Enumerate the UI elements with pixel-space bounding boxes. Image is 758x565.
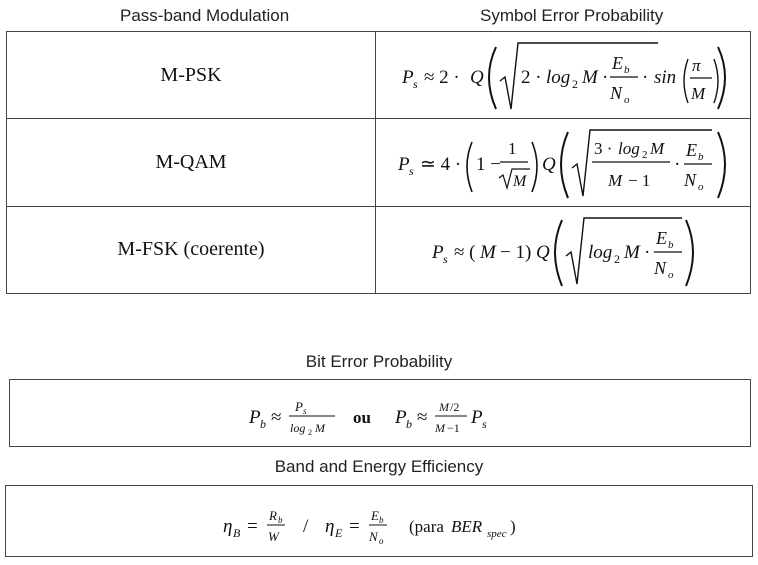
svg-text:E: E [371,508,379,523]
svg-text:log: log [617,139,640,159]
svg-text:Q: Q [470,67,484,89]
svg-text:N: N [654,257,667,278]
formula-mqam-graphic [396,122,731,202]
svg-text:o: o [668,268,674,281]
svg-text:− 1): − 1) [500,241,532,263]
svg-text:N: N [610,83,623,104]
modulation-name: M-PSK [7,32,376,119]
table-row [7,32,751,119]
svg-text:B: B [233,526,241,540]
formula-mpsk-graphic [398,35,728,115]
svg-text:≈: ≈ [271,407,282,428]
svg-text:log: log [290,421,306,435]
svg-text:b: b [697,151,703,164]
modulation-table [6,31,751,294]
svg-text:P: P [295,399,303,414]
svg-text:(para: (para [409,517,444,536]
svg-text:BER: BER [451,517,483,536]
svg-text:P: P [249,407,261,428]
table-row [7,119,751,206]
svg-text:2 ·: 2 · [521,67,542,89]
formula-mfsk-graphic [428,210,698,290]
svg-text:b: b [406,417,412,431]
svg-text:s: s [443,251,448,266]
svg-text:M: M [315,421,325,435]
svg-text:b: b [668,238,674,251]
svg-text:≈ (: ≈ ( [454,241,476,263]
svg-text:·: · [673,154,680,176]
svg-text:o: o [697,181,703,194]
svg-text:M: M [624,241,640,263]
svg-text:≈: ≈ [417,407,428,428]
modulation-name: M-QAM [7,119,376,206]
svg-text:M: M [512,173,526,191]
svg-text:E: E [685,140,697,161]
svg-text:E: E [335,526,343,540]
svg-text:P: P [395,407,407,428]
efficiency-title: Band and Energy Efficiency [274,457,484,476]
svg-text:·: · [602,67,609,89]
svg-text:·: · [642,67,649,89]
svg-text:M: M [480,241,496,263]
efficiency-formula [219,492,539,552]
svg-text:b: b [278,515,283,525]
svg-text:b: b [260,417,266,431]
header-modulation: Pass-band Modulation [120,6,290,25]
formula-mfsk [376,206,751,293]
efficiency-box [5,485,753,557]
svg-text:2: 2 [614,251,620,266]
svg-text:/: / [303,516,309,537]
svg-text:s: s [303,406,307,416]
svg-text:o: o [624,94,630,107]
svg-text:π: π [692,56,701,76]
svg-text:1 −: 1 − [475,154,501,176]
svg-text:E: E [612,53,623,74]
svg-text:s: s [482,417,487,431]
formula-mqam [376,119,751,206]
svg-text:o: o [379,536,384,546]
svg-text:2: 2 [308,428,312,437]
svg-text:W: W [268,529,279,544]
connector-text: ou [353,408,371,427]
svg-text:≈ 2 ·: ≈ 2 · [424,67,460,89]
bit-error-box [9,379,751,447]
svg-text:N: N [369,529,378,544]
svg-text:=: = [247,516,258,537]
svg-text:− 1: − 1 [627,171,650,191]
svg-text:3 ·: 3 · [593,139,612,159]
svg-text:2: 2 [572,77,578,92]
svg-text:−1: −1 [447,421,460,435]
svg-text:η: η [223,516,233,537]
svg-text:N: N [683,170,696,191]
svg-text:1: 1 [507,139,516,159]
svg-text:=: = [349,516,360,537]
svg-text:sin: sin [654,67,677,89]
modulation-name: M-FSK (coerente) [7,206,376,293]
svg-text:Q: Q [536,241,550,263]
svg-text:η: η [325,516,335,537]
svg-text:·: · [644,241,651,263]
svg-text:b: b [624,64,630,77]
svg-text:M: M [607,171,622,191]
table-row [7,206,751,293]
svg-text:s: s [413,77,418,92]
svg-text:log: log [588,241,613,263]
svg-text:M: M [691,84,706,104]
svg-text:P: P [402,67,414,89]
svg-text:≃ 4 ·: ≃ 4 · [419,154,461,176]
svg-text:Q: Q [541,154,556,176]
svg-text:spec: spec [487,528,507,540]
svg-text:M: M [439,400,449,414]
svg-text:M: M [435,421,445,435]
svg-text:E: E [656,227,667,248]
svg-text:P: P [471,407,483,428]
svg-text:s: s [408,164,414,179]
svg-text:M: M [582,67,598,89]
header-symbol-error: Symbol Error Probability [480,6,664,25]
bit-error-formula [245,383,515,443]
svg-text:R: R [269,508,277,523]
bit-error-title: Bit Error Probability [305,352,453,371]
svg-text:b: b [379,515,384,525]
svg-text:2: 2 [641,149,647,162]
svg-text:P: P [432,241,444,263]
svg-text:M: M [649,139,664,159]
svg-text:/2: /2 [450,400,460,414]
svg-text:log: log [546,67,571,89]
svg-text:): ) [510,517,516,536]
formula-mpsk [376,32,751,119]
svg-text:P: P [397,154,410,176]
